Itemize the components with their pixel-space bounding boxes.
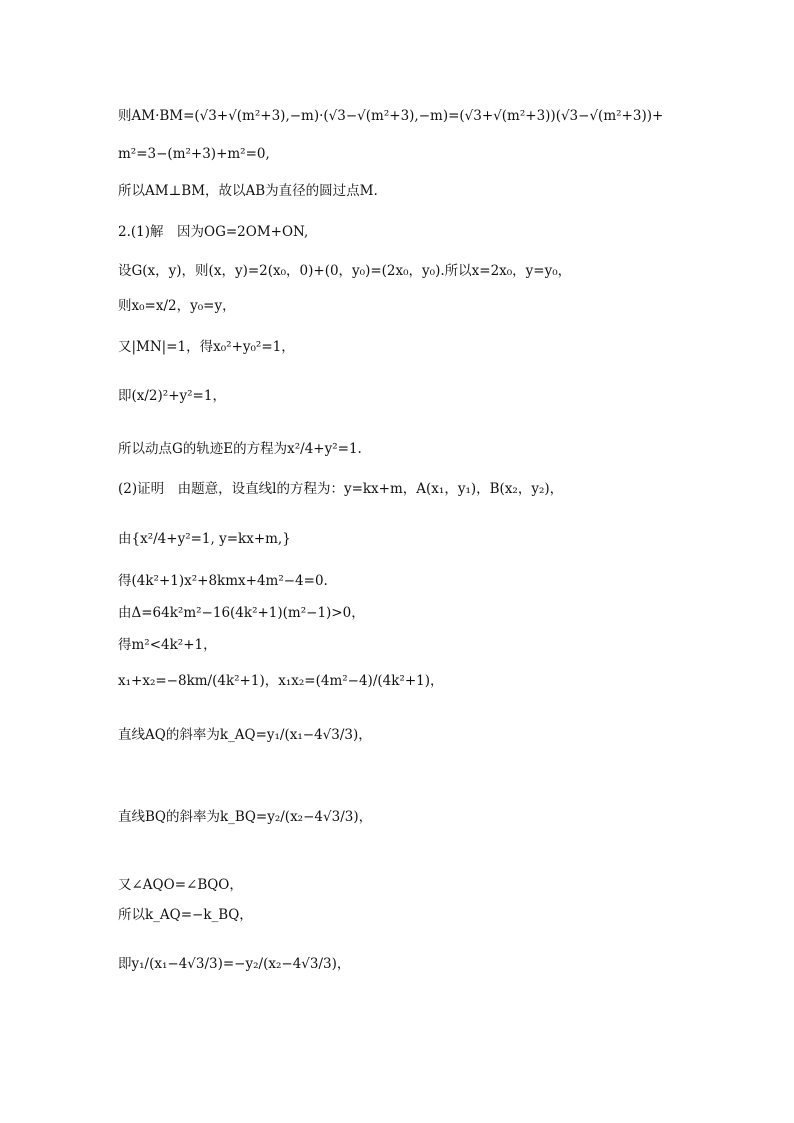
text-line: 所以AM⊥BM，故以AB为直径的圆过点M. [118,183,378,199]
text-line: 直线BQ的斜率为k_BQ=y₂/(x₂−4√3/3)， [118,809,373,825]
text-line: 得(4k²+1)x²+8kmx+4m²−4=0. [118,573,328,589]
text-line: 所以k_AQ=−k_BQ， [118,907,253,923]
text-line: 由{x²/4+y²=1, y=kx+m,} [118,531,291,547]
text-line: 设G(x，y)，则(x，y)=2(x₀，0)+(0，y₀)=(2x₀，y₀).所以x=2x₀，y=y₀， [118,263,572,279]
text-line: 直线AQ的斜率为k_AQ=y₁/(x₁−4√3/3)， [118,727,372,743]
text-line: 得m²<4k²+1， [118,637,217,653]
text-line: 又∠AQO=∠BQO， [118,877,243,893]
text-line: m²=3−(m²+3)+m²=0, [118,146,270,162]
text-line: 由Δ=64k²m²−16(4k²+1)(m²−1)>0， [118,605,365,621]
text-line: 又|MN|=1，得x₀²+y₀²=1， [118,339,295,355]
text-line: 即y₁/(x₁−4√3/3)=−y₂/(x₂−4√3/3)， [118,956,351,972]
text-line: (2)证明 由题意，设直线l的方程为：y=kx+m，A(x₁，y₁)，B(x₂，y₂)， [118,481,564,497]
text-line: 则AM·BM=(√3+√(m²+3),−m)·(√3−√(m²+3),−m)=(√3+√(m²+3))(√3−√(m²+3))+ [118,108,664,124]
text-line: 即(x/2)²+y²=1， [118,388,226,404]
text-line: 2.(1)解 因为OG=2OM+ON, [118,224,309,240]
text-line: x₁+x₂=−8km/(4k²+1)，x₁x₂=(4m²−4)/(4k²+1)， [118,673,444,689]
text-line: 则x₀=x/2，y₀=y， [118,298,236,314]
text-line: 所以动点G的轨迹E的方程为x²/4+y²=1. [118,441,362,457]
